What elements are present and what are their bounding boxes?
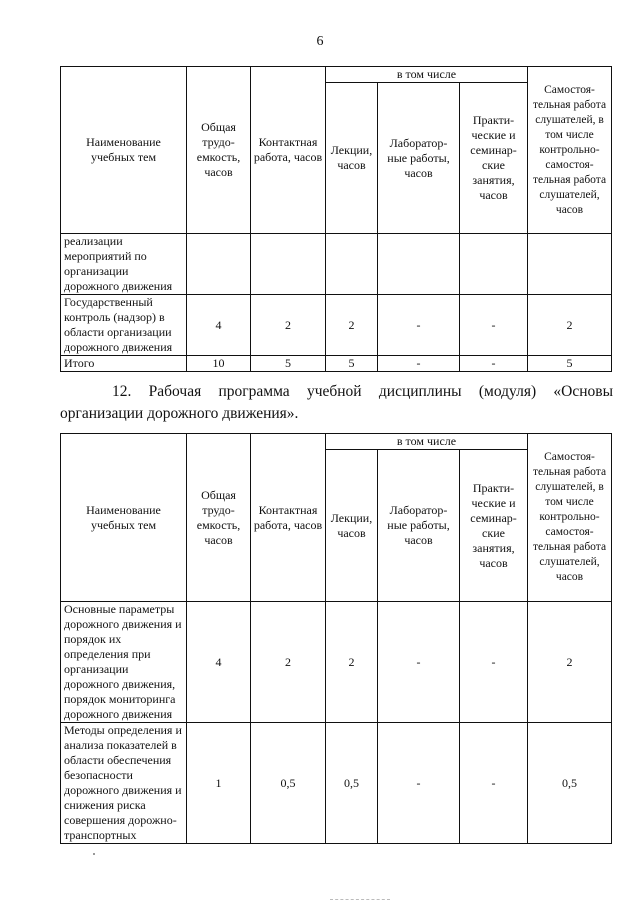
header-including: в том числе: [326, 434, 528, 450]
header-lectures: Лекции, часов: [326, 450, 378, 602]
cell-lectures: 2: [326, 295, 378, 356]
cell-lectures: 2: [326, 602, 378, 723]
row-name: Основные параметры дорожного движения и порядок их определения при организации дорожного движения, порядок мониторинга дорожного движения: [61, 602, 187, 723]
header-contact: Контактная работа, часов: [251, 67, 326, 234]
cell-lectures: 5: [326, 356, 378, 372]
header-including: в том числе: [326, 67, 528, 83]
cell-labs: -: [378, 602, 460, 723]
cell-contact: 5: [251, 356, 326, 372]
section-paragraph: 12. Рабочая программа учебной дисциплины (модуля) «Основы организации дорожного движения».: [60, 383, 613, 422]
header-total: Общая трудо-емкость, часов: [187, 434, 251, 602]
cell-selfwork: [528, 234, 612, 295]
cell-total: 4: [187, 295, 251, 356]
cell-contact: 2: [251, 295, 326, 356]
header-selfwork: Самостоя-тельная работа слушателей, в том числе контрольно-самостоя-тельная работа слушателей, часов: [528, 434, 612, 602]
header-selfwork: Самостоя-тельная работа слушателей, в том числе контрольно-самостоя-тельная работа слушателей, часов: [528, 67, 612, 234]
cell-practical: [460, 234, 528, 295]
cell-practical: -: [460, 602, 528, 723]
cell-contact: [251, 234, 326, 295]
curriculum-table-2: [60, 433, 612, 844]
cell-labs: -: [378, 356, 460, 372]
cell-selfwork: 2: [528, 602, 612, 723]
page-number: 6: [316, 34, 324, 49]
cell-total: [187, 234, 251, 295]
table-row: [61, 723, 612, 844]
header-name: Наименование учебных тем: [61, 434, 187, 602]
cell-practical: -: [460, 723, 528, 844]
header-contact: Контактная работа, часов: [251, 434, 326, 602]
row-name: Итого: [61, 356, 187, 372]
cell-selfwork: 0,5: [528, 723, 612, 844]
header-labs: Лаборатор-ные работы, часов: [378, 450, 460, 602]
row-name: реализации мероприятий по организации дорожного движения: [61, 234, 187, 295]
cell-lectures: 0,5: [326, 723, 378, 844]
table-row: [61, 602, 612, 723]
scan-speck: [93, 853, 95, 855]
table-row-total: [61, 356, 612, 372]
row-name: Методы определения и анализа показателей в области обеспечения безопасности дорожного движения и снижения риска совершения дорожно-транспортных: [61, 723, 187, 844]
cell-selfwork: 2: [528, 295, 612, 356]
row-name: Государственный контроль (надзор) в области организации дорожного движения: [61, 295, 187, 356]
cell-labs: -: [378, 295, 460, 356]
header-name: Наименование учебных тем: [61, 67, 187, 234]
cell-total: 10: [187, 356, 251, 372]
cell-practical: -: [460, 295, 528, 356]
table-row: [61, 234, 612, 295]
header-labs: Лаборатор-ные работы, часов: [378, 83, 460, 234]
cell-total: 4: [187, 602, 251, 723]
header-total: Общая трудо-емкость, часов: [187, 67, 251, 234]
header-lectures: Лекции, часов: [326, 83, 378, 234]
header-practical: Практи-ческие и семинар-ские занятия, часов: [460, 450, 528, 602]
footer-rule: [330, 899, 390, 900]
cell-contact: 0,5: [251, 723, 326, 844]
header-practical: Практи-ческие и семинар-ские занятия, часов: [460, 83, 528, 234]
cell-lectures: [326, 234, 378, 295]
curriculum-table-1: [60, 66, 612, 372]
cell-total: 1: [187, 723, 251, 844]
cell-selfwork: 5: [528, 356, 612, 372]
cell-labs: -: [378, 723, 460, 844]
cell-practical: -: [460, 356, 528, 372]
cell-labs: [378, 234, 460, 295]
cell-contact: 2: [251, 602, 326, 723]
table-row: [61, 295, 612, 356]
